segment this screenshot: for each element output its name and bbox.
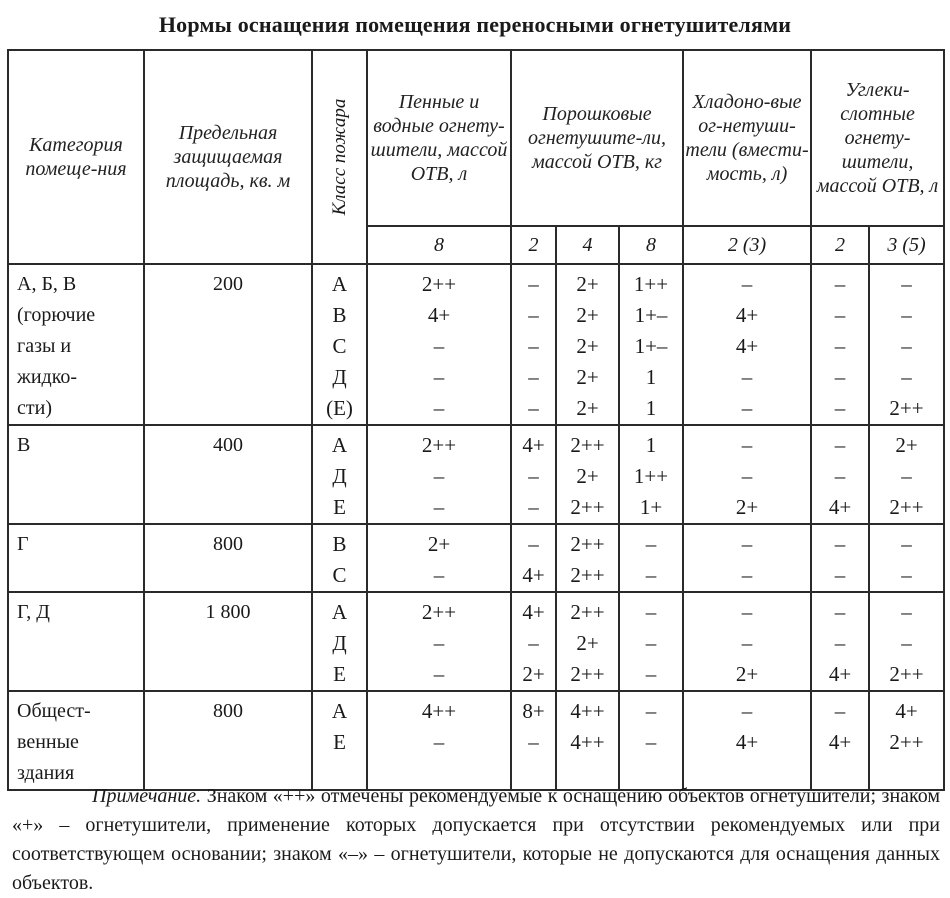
extinguisher-value: –	[834, 303, 846, 327]
extinguisher-value: –	[645, 563, 657, 587]
extinguisher-cell	[683, 264, 811, 425]
extinguisher-cell	[869, 264, 944, 425]
note-label: Примечание.	[92, 785, 202, 807]
extinguisher-value: 2+	[576, 365, 599, 389]
fire-class-value: Д	[332, 631, 347, 655]
extinguisher-value: –	[834, 464, 846, 488]
extinguisher-value: –	[528, 532, 539, 556]
extinguisher-value: –	[741, 563, 753, 587]
extinguisher-cell	[556, 264, 619, 425]
extinguisher-value: –	[433, 730, 445, 754]
subheader-powder-8: 8	[619, 226, 683, 264]
extinguisher-value: 2++	[570, 495, 605, 519]
fire-class-value: С	[332, 334, 347, 358]
table-note	[12, 782, 940, 898]
extinguisher-value: 4+	[828, 730, 852, 754]
extinguisher-value: 1+–	[634, 303, 668, 327]
extinguisher-value: 4++	[570, 730, 605, 754]
fire-class-value: В	[332, 532, 347, 556]
extinguisher-cell	[367, 264, 511, 425]
extinguisher-value: 2++	[570, 563, 605, 587]
fire-class-value: Д	[332, 464, 347, 488]
extinguisher-value: –	[433, 662, 445, 686]
extinguisher-cell	[511, 425, 556, 524]
extinguisher-cell	[511, 264, 556, 425]
extinguisher-value: 2++	[570, 600, 605, 624]
extinguisher-value: –	[834, 699, 846, 723]
extinguisher-value: 2++	[570, 532, 605, 556]
fire-class-value: Е	[333, 495, 346, 519]
extinguisher-value: –	[741, 433, 753, 457]
extinguisher-norms-table	[7, 49, 945, 791]
extinguisher-value: –	[433, 334, 445, 358]
extinguisher-value: 1	[645, 396, 657, 420]
extinguisher-value: –	[834, 563, 846, 587]
header-powder: Порошковые огнетушите-ли, массой ОТВ, кг	[511, 50, 683, 226]
extinguisher-value: –	[741, 631, 753, 655]
category-line: венные	[17, 731, 79, 753]
extinguisher-cell	[811, 425, 869, 524]
extinguisher-value: –	[901, 272, 912, 296]
fire-class-value: А	[331, 433, 348, 457]
extinguisher-value: –	[834, 631, 846, 655]
extinguisher-cell	[811, 592, 869, 691]
extinguisher-value: 2+	[735, 662, 759, 686]
fire-class-value: С	[332, 563, 347, 587]
subheader-co2-3-5: 3 (5)	[869, 226, 944, 264]
extinguisher-value: –	[741, 396, 753, 420]
fire-class-cell	[312, 691, 367, 790]
area-cell: 800	[144, 524, 312, 592]
extinguisher-value: –	[741, 365, 753, 389]
table-row	[8, 592, 944, 691]
extinguisher-value: 2+	[735, 495, 759, 519]
extinguisher-value: –	[645, 699, 657, 723]
extinguisher-value: –	[433, 365, 445, 389]
extinguisher-cell	[811, 691, 869, 790]
extinguisher-value: 2++	[421, 272, 457, 296]
header-halon: Хладоно-вые ог-нетуши-тели (вмести-мость, л)	[683, 50, 811, 226]
fire-class-cell	[312, 592, 367, 691]
extinguisher-value: 2+	[427, 532, 451, 556]
category-cell	[8, 524, 144, 592]
extinguisher-value: 1	[645, 433, 657, 457]
page-title: Нормы оснащения помещения переносными огнетушителями	[158, 12, 792, 37]
subheader-co2-2: 2	[811, 226, 869, 264]
fire-class-value: (Е)	[326, 396, 353, 420]
category-cell	[8, 264, 144, 425]
extinguisher-value: 4+	[895, 699, 918, 723]
extinguisher-value: –	[433, 631, 445, 655]
extinguisher-cell	[511, 524, 556, 592]
header-foam: Пенные и водные огнету-шители, массой ОТВ, л	[367, 50, 511, 226]
extinguisher-value: –	[528, 495, 539, 519]
extinguisher-value: 2++	[421, 433, 457, 457]
extinguisher-value: –	[901, 334, 912, 358]
extinguisher-value: 2+	[576, 334, 599, 358]
extinguisher-value: –	[741, 464, 753, 488]
extinguisher-cell	[619, 691, 683, 790]
extinguisher-cell	[683, 425, 811, 524]
extinguisher-value: –	[901, 631, 912, 655]
extinguisher-value: –	[528, 464, 539, 488]
extinguisher-value: –	[433, 396, 445, 420]
note-text: Знаком «++» отмечены рекомендуемые к оснащению объектов огнетушители; знаком «+» – огнетушители, применение которых допускается при отсутствии рекомендуемых или при соответствующем основании; знаком «–» – огнетушители, которые не допускаются для оснащения данных объектов.	[12, 785, 941, 894]
header-fire-class: Класс пожара	[328, 98, 350, 216]
extinguisher-value: –	[528, 272, 539, 296]
category-cell	[8, 592, 144, 691]
table-row	[8, 264, 944, 425]
extinguisher-cell	[869, 691, 944, 790]
extinguisher-value: 4++	[421, 699, 457, 723]
extinguisher-value: 4+	[735, 730, 759, 754]
extinguisher-value: 2+	[576, 631, 599, 655]
extinguisher-value: 2+	[576, 303, 599, 327]
extinguisher-value: 2++	[421, 600, 457, 624]
extinguisher-value: –	[433, 495, 445, 519]
fire-class-cell	[312, 425, 367, 524]
extinguisher-value: 1++	[633, 464, 669, 488]
extinguisher-cell	[619, 592, 683, 691]
extinguisher-value: 4+	[427, 303, 451, 327]
extinguisher-value: 2+	[576, 464, 599, 488]
fire-class-cell	[312, 264, 367, 425]
subheader-powder-2: 2	[511, 226, 556, 264]
category-line: сти)	[17, 397, 52, 419]
extinguisher-value: –	[834, 433, 846, 457]
extinguisher-cell	[511, 691, 556, 790]
fire-class-value: Е	[333, 730, 346, 754]
extinguisher-value: –	[741, 699, 753, 723]
extinguisher-value: –	[901, 365, 912, 389]
extinguisher-value: 4+	[828, 662, 852, 686]
extinguisher-value: –	[834, 272, 846, 296]
table-row	[8, 425, 944, 524]
extinguisher-value: –	[901, 532, 912, 556]
extinguisher-value: –	[741, 600, 753, 624]
extinguisher-value: 1	[645, 365, 657, 389]
extinguisher-value: 4+	[735, 303, 759, 327]
category-cell	[8, 425, 144, 524]
extinguisher-value: –	[645, 600, 657, 624]
extinguisher-cell	[367, 592, 511, 691]
extinguisher-value: –	[834, 365, 846, 389]
area-cell: 800	[144, 691, 312, 790]
extinguisher-value: –	[741, 532, 753, 556]
extinguisher-value: 2+	[576, 396, 599, 420]
extinguisher-cell	[619, 264, 683, 425]
category-line: (горючие	[17, 304, 96, 326]
extinguisher-value: –	[834, 396, 846, 420]
table-row	[8, 524, 944, 592]
extinguisher-value: –	[528, 334, 539, 358]
extinguisher-value: 4+	[828, 495, 852, 519]
subheader-halon: 2 (3)	[683, 226, 811, 264]
extinguisher-cell	[367, 425, 511, 524]
category-line: газы и	[17, 335, 72, 357]
extinguisher-value: –	[834, 334, 846, 358]
extinguisher-value: 2++	[889, 730, 924, 754]
extinguisher-value: 2+	[895, 433, 918, 457]
extinguisher-cell	[869, 425, 944, 524]
extinguisher-value: –	[433, 563, 445, 587]
category-line: Общест-	[17, 700, 91, 722]
fire-class-value: А	[331, 272, 348, 296]
extinguisher-cell	[869, 592, 944, 691]
extinguisher-value: –	[741, 272, 753, 296]
area-cell: 200	[144, 264, 312, 425]
extinguisher-cell	[556, 425, 619, 524]
category-line: В	[17, 434, 31, 456]
extinguisher-cell	[811, 524, 869, 592]
fire-class-value: Д	[332, 365, 347, 389]
extinguisher-cell	[556, 691, 619, 790]
category-line: Г, Д	[17, 601, 50, 623]
extinguisher-value: –	[834, 532, 846, 556]
extinguisher-value: 1+–	[634, 334, 668, 358]
extinguisher-cell	[556, 524, 619, 592]
fire-class-value: В	[332, 303, 347, 327]
extinguisher-value: 1++	[633, 272, 669, 296]
extinguisher-value: 2++	[570, 662, 605, 686]
header-fire-class-cell	[312, 50, 367, 264]
table-row	[8, 691, 944, 790]
extinguisher-value: 1+	[639, 495, 663, 519]
extinguisher-value: 2+	[576, 272, 599, 296]
extinguisher-value: –	[528, 631, 539, 655]
extinguisher-value: –	[645, 631, 657, 655]
extinguisher-value: –	[433, 464, 445, 488]
extinguisher-value: 4+	[735, 334, 759, 358]
extinguisher-cell	[683, 691, 811, 790]
extinguisher-value: 2+	[522, 662, 545, 686]
extinguisher-cell	[556, 592, 619, 691]
extinguisher-cell	[619, 425, 683, 524]
fire-class-value: А	[331, 600, 348, 624]
extinguisher-cell	[367, 524, 511, 592]
header-co2: Углеки-слотные огнету-шители, массой ОТВ, л	[811, 50, 944, 226]
extinguisher-value: 4+	[522, 433, 545, 457]
extinguisher-value: 4++	[570, 699, 605, 723]
extinguisher-cell	[511, 592, 556, 691]
area-cell: 1 800	[144, 592, 312, 691]
extinguisher-value: 2++	[570, 433, 605, 457]
subheader-powder-4: 4	[556, 226, 619, 264]
category-line: здания	[17, 762, 75, 784]
extinguisher-cell	[619, 524, 683, 592]
extinguisher-value: –	[645, 532, 657, 556]
extinguisher-value: 8+	[522, 699, 545, 723]
extinguisher-value: –	[901, 600, 912, 624]
category-cell	[8, 691, 144, 790]
fire-class-value: Е	[333, 662, 346, 686]
extinguisher-value: 4+	[522, 563, 545, 587]
extinguisher-value: –	[834, 600, 846, 624]
area-cell: 400	[144, 425, 312, 524]
extinguisher-value: –	[528, 396, 539, 420]
extinguisher-value: –	[901, 563, 912, 587]
extinguisher-value: 2++	[889, 495, 924, 519]
extinguisher-cell	[367, 691, 511, 790]
category-line: Г	[17, 533, 29, 555]
extinguisher-cell	[683, 524, 811, 592]
extinguisher-value: –	[901, 464, 912, 488]
extinguisher-value: 2++	[889, 396, 924, 420]
extinguisher-value: –	[528, 730, 539, 754]
fire-class-value: А	[331, 699, 348, 723]
extinguisher-cell	[683, 592, 811, 691]
extinguisher-value: 4+	[522, 600, 545, 624]
extinguisher-cell	[869, 524, 944, 592]
category-line: жидко-	[17, 366, 78, 388]
extinguisher-value: –	[645, 662, 657, 686]
category-line: А, Б, В	[17, 273, 77, 295]
header-area: Предельная защищаемая площадь, кв. м	[144, 50, 312, 264]
extinguisher-value: –	[901, 303, 912, 327]
extinguisher-cell	[811, 264, 869, 425]
extinguisher-value: –	[528, 365, 539, 389]
extinguisher-value: –	[528, 303, 539, 327]
extinguisher-value: –	[645, 730, 657, 754]
subheader-foam-8: 8	[367, 226, 511, 264]
extinguisher-value: 2++	[889, 662, 924, 686]
fire-class-cell	[312, 524, 367, 592]
header-category: Категория помеще-ния	[8, 50, 144, 264]
